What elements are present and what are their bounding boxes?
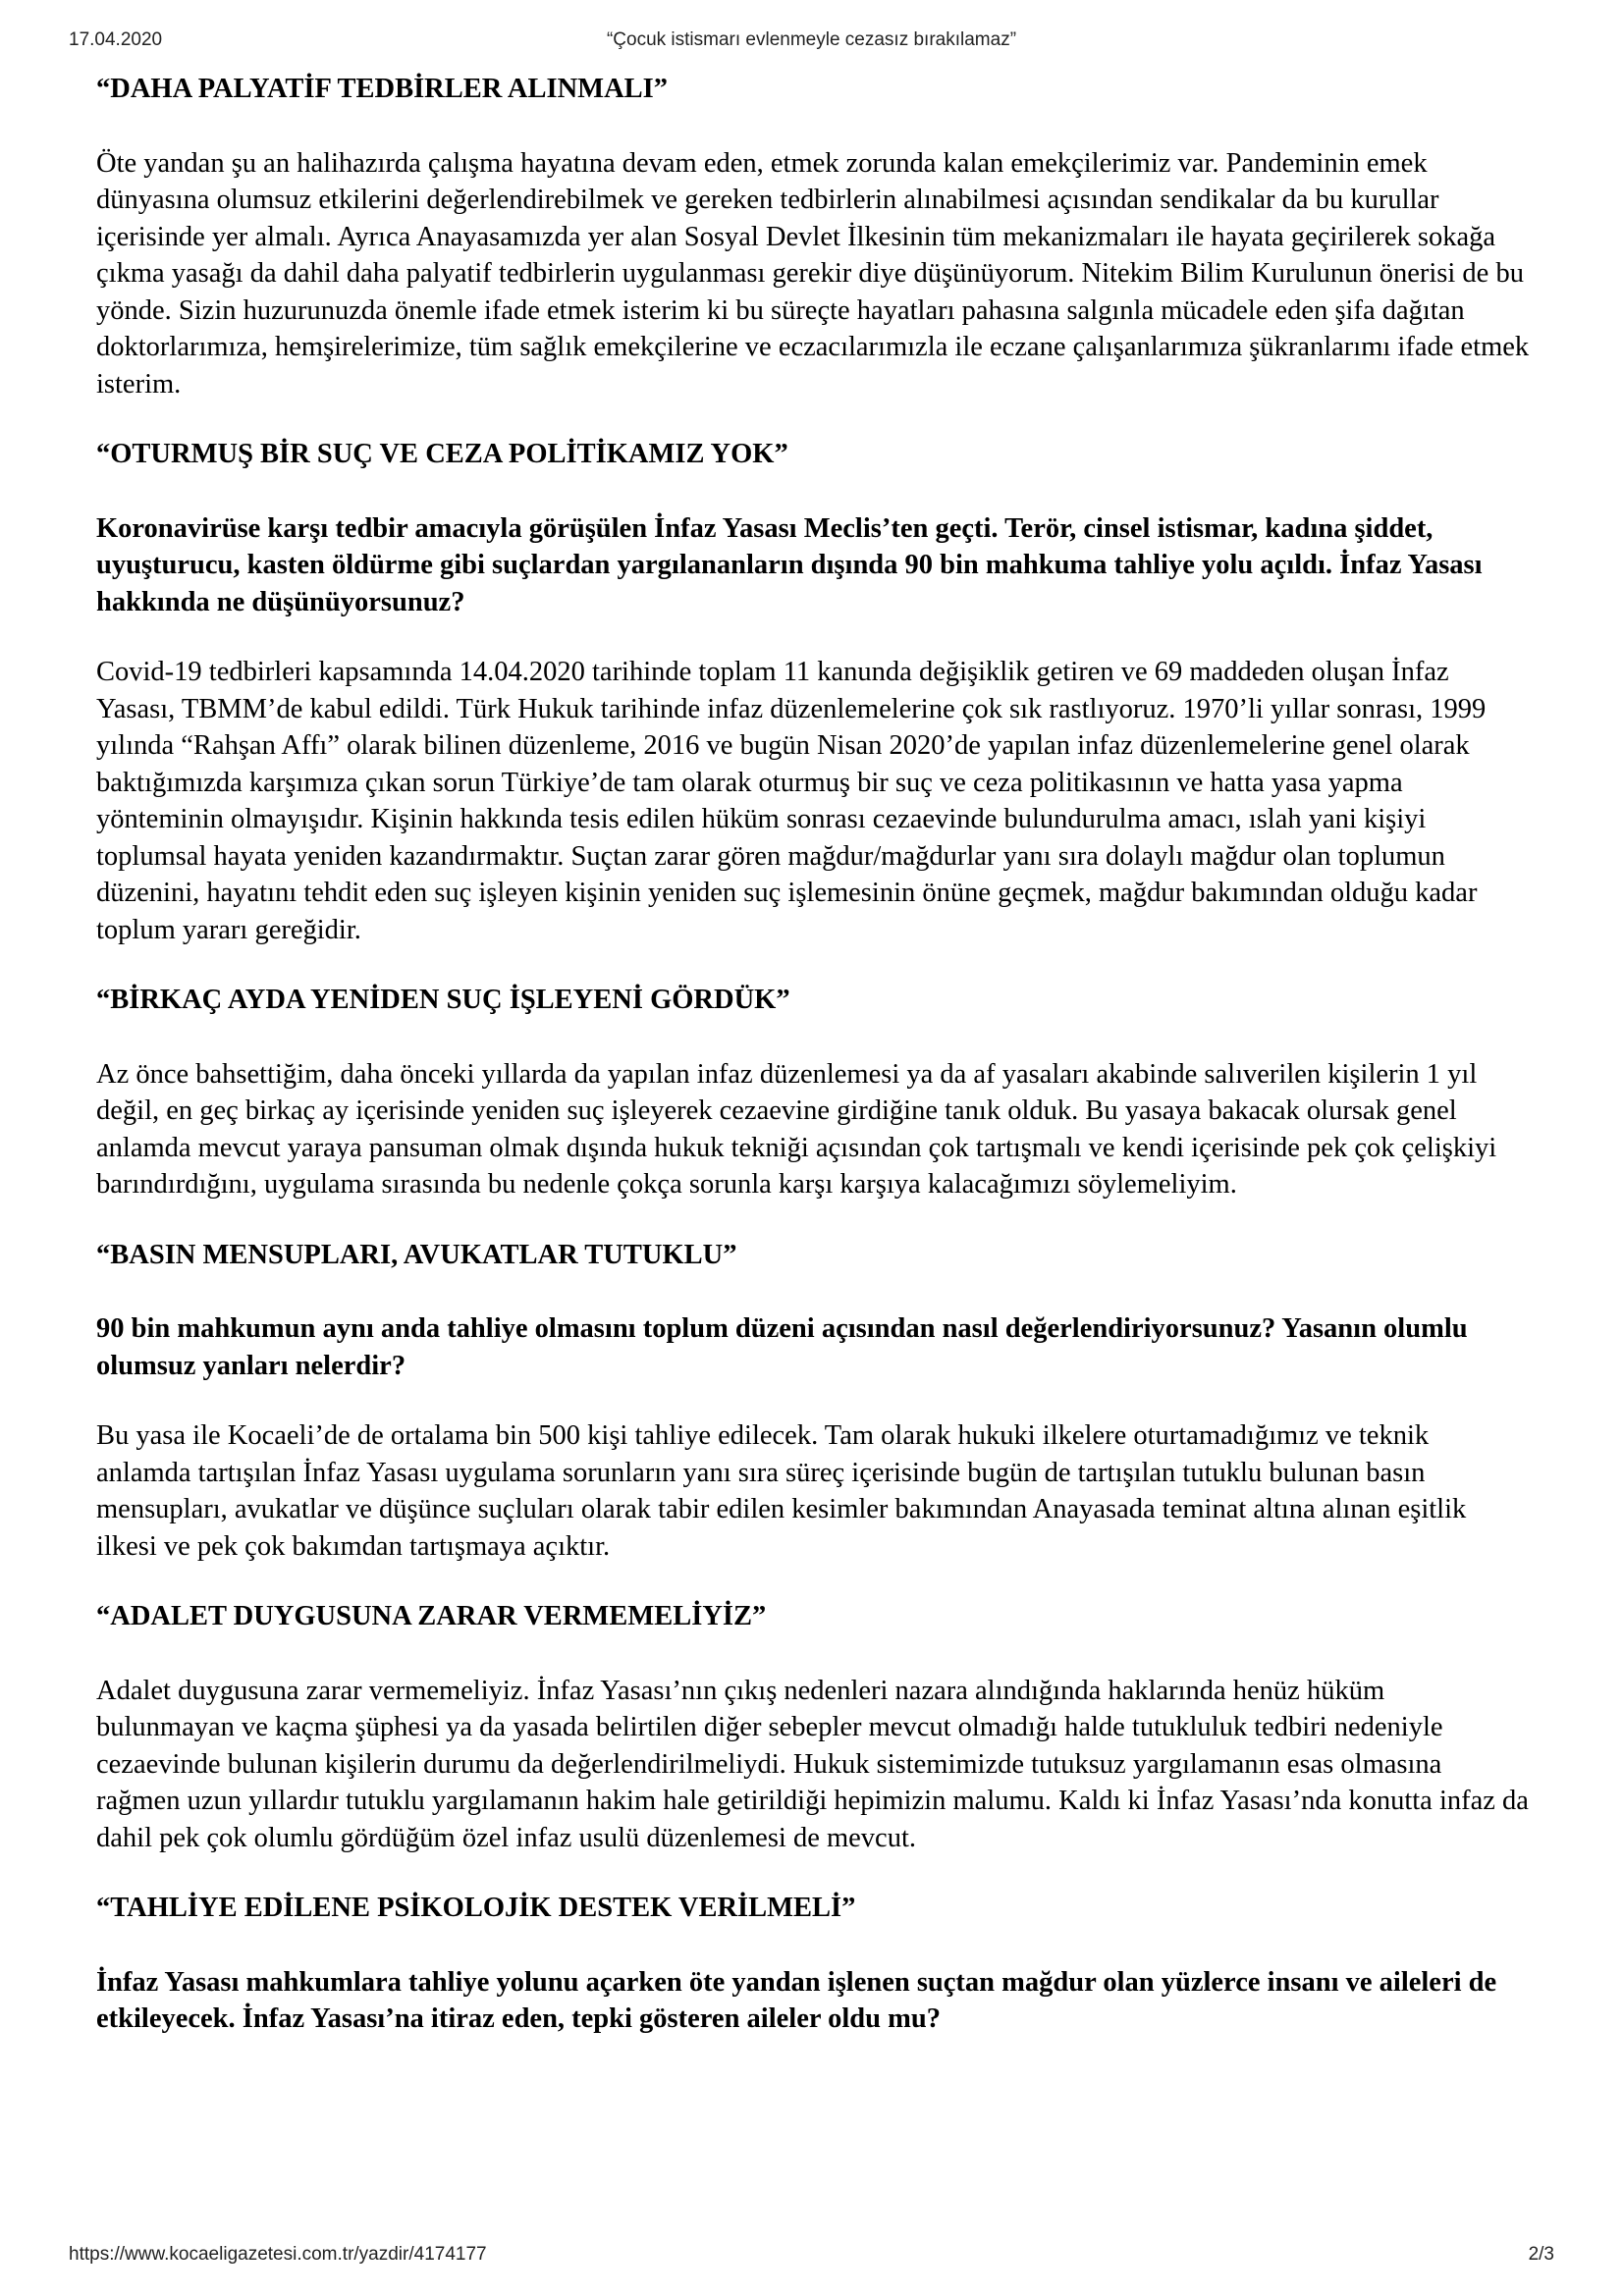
print-date: 17.04.2020 [69, 29, 163, 50]
page-number: 2/3 [1528, 2244, 1554, 2265]
paragraph: Covid-19 tedbirleri kapsamında 14.04.2020 tarihinde toplam 11 kanunda değişiklik getiren ve 69 maddeden oluşan İnfaz Yasası, TBMM’de kabul edildi. Türk Hukuk tarihinde infaz düzenlemelerine çok sık rastlıyoruz. 1970’li yıllar sonrası, 1999 yılında “Rahşan Affı” olarak bilinen düzenleme, 2016 ve bugün Nisan 2020’de yapılan infaz düzenlemelerine genel olarak baktığımızda karşımıza çıkan sorun Türkiye’de tam olarak oturmuş bir suç ve ceza politikasının ve hatta yasa yapma yönteminin olmayışıdır. Kişinin hakkında tesis edilen hüküm sonrası cezaevinde bulundurulma amacı, ıslah yani kişiyi toplumsal hayata yeniden kazandırmaktır. Suçtan zarar gören mağdur/mağdurlar yanı sıra dolaylı mağdur olan toplumun düzenini, hayatını tehdit eden suç işleyen kişinin yeniden suç işlemesinin önüne geçmek, mağdur bakımından olduğu kadar toplum yararı gereğidir. [96, 657, 1487, 945]
article-body [96, 71, 1530, 2038]
section-heading: “ADALET DUYGUSUNA ZARAR VERMEMELİYİZ” [96, 1601, 767, 1631]
section-heading: “TAHLİYE EDİLENE PSİKOLOJİK DESTEK VERİLMELİ” [96, 1893, 856, 1923]
section-heading: “BİRKAÇ AYDA YENİDEN SUÇ İŞLEYENİ GÖRDÜK” [96, 985, 790, 1015]
interview-question: İnfaz Yasası mahkumlara tahliye yolunu açarken öte yandan işlenen suçtan mağdur olan yüzlerce insanı ve aileleri de etkileyecek. İnfaz Yasası’na itiraz eden, tepki gösteren aileler oldu mu? [96, 1966, 1497, 2034]
page-url: https://www.kocaeligazetesi.com.tr/yazdir/4174177 [69, 2244, 487, 2265]
print-title: “Çocuk istismarı evlenmeyle cezasız bırakılamaz” [606, 29, 1017, 50]
section-heading: “BASIN MENSUPLARI, AVUKATLAR TUTUKLU” [96, 1239, 737, 1270]
paragraph: Adalet duygusuna zarar vermemeliyiz. İnfaz Yasası’nın çıkış nedenleri nazara alındığında haklarında henüz hüküm bulunmayan ve kaçma şüphesi ya da yasada belirtilen diğer sebepler mevcut olmadığı halde tutukluluk tedbiri nedeniyle cezaevinde bulunan kişilerin durumu da değerlendirilmeliydi. Hukuk sistemimizde tutuksuz yargılamanın esas olmasına rağmen uzun yıllardır tutuklu yargılamanın hakim hale getirildiği hepimizin malumu. Kaldı ki İnfaz Yasası’nda konutta infaz da dahil pek çok olumlu gördüğüm özel infaz usulü düzenlemesi de mevcut. [96, 1675, 1529, 1853]
paragraph: Öte yandan şu an halihazırda çalışma hayatına devam eden, etmek zorunda kalan emekçilerimiz var. Pandeminin emek dünyasına olumsuz etkilerini değerlendirebilmek ve gereken tedbirlerin alınabilmesi açısından sendikalar da bu kurullar içerisinde yer almalı. Ayrıca Anayasamızda yer alan Sosyal Devlet İlkesinin tüm mekanizmaları ile hayata geçirilerek sokağa çıkma yasağı da dahil daha palyatif tedbirlerin uygulanması gerekir diye düşünüyorum. Nitekim Bilim Kurulunun önerisi de bu yönde. Sizin huzurunuzda önemle ifade etmek isterim ki bu süreçte hayatları pahasına salgınla mücadele eden şifa dağıtan doktorlarımıza, hemşirelerimize, tüm sağlık emekçilerine ve eczacılarımızla ile eczane çalışanlarımıza şükranlarımı ifade etmek isterim. [96, 147, 1530, 400]
paragraph: Az önce bahsettiğim, daha önceki yıllarda da yapılan infaz düzenlemesi ya da af yasaları akabinde salıverilen kişilerin 1 yıl değil, en geç birkaç ay içerisinde yeniden suç işleyerek cezaevine girdiğine tanık olduk. Bu yasaya bakacak olursak genel anlamda mevcut yaraya pansuman olmak dışında hukuk tekniği açısından çok tartışmalı ve kendi içerisinde pek çok çelişkiyi barındırdığını, uygulama sırasında bu nedenle çokça sorunla karşı karşıya kalacağımızı söylemeliyim. [96, 1058, 1497, 1200]
print-header [69, 29, 1554, 59]
print-footer [69, 2244, 1554, 2273]
section-heading: “OTURMUŞ BİR SUÇ VE CEZA POLİTİKAMIZ YOK” [96, 439, 788, 469]
section-heading: “DAHA PALYATİF TEDBİRLER ALINMALI” [96, 74, 669, 104]
paragraph: Bu yasa ile Kocaeli’de de ortalama bin 500 kişi tahliye edilecek. Tam olarak hukuki ilkelere oturtamadığımız ve teknik anlamda tartışılan İnfaz Yasası uygulama sorunların yanı sıra süreç içerisinde bugün de tartışılan tutuklu bulunan basın mensupları, avukatlar ve düşünce suçluları olarak tabir edilen kesimler bakımından Anayasada teminat altına alınan eşitlik ilkesi ve pek çok bakımdan tartışmaya açıktır. [96, 1420, 1467, 1562]
interview-question: Koronavirüse karşı tedbir amacıyla görüşülen İnfaz Yasası Meclis’ten geçti. Terör, cinsel istismar, kadına şiddet, uyuşturucu, kasten öldürme gibi suçlardan yargılananların dışında 90 bin mahkuma tahliye yolu açıldı. İnfaz Yasası hakkında ne düşünüyorsunuz? [96, 512, 1483, 617]
interview-question: 90 bin mahkumun aynı anda tahliye olmasını toplum düzeni açısından nasıl değerlendiriyorsunuz? Yasanın olumlu olumsuz yanları nelerdir? [96, 1313, 1468, 1381]
